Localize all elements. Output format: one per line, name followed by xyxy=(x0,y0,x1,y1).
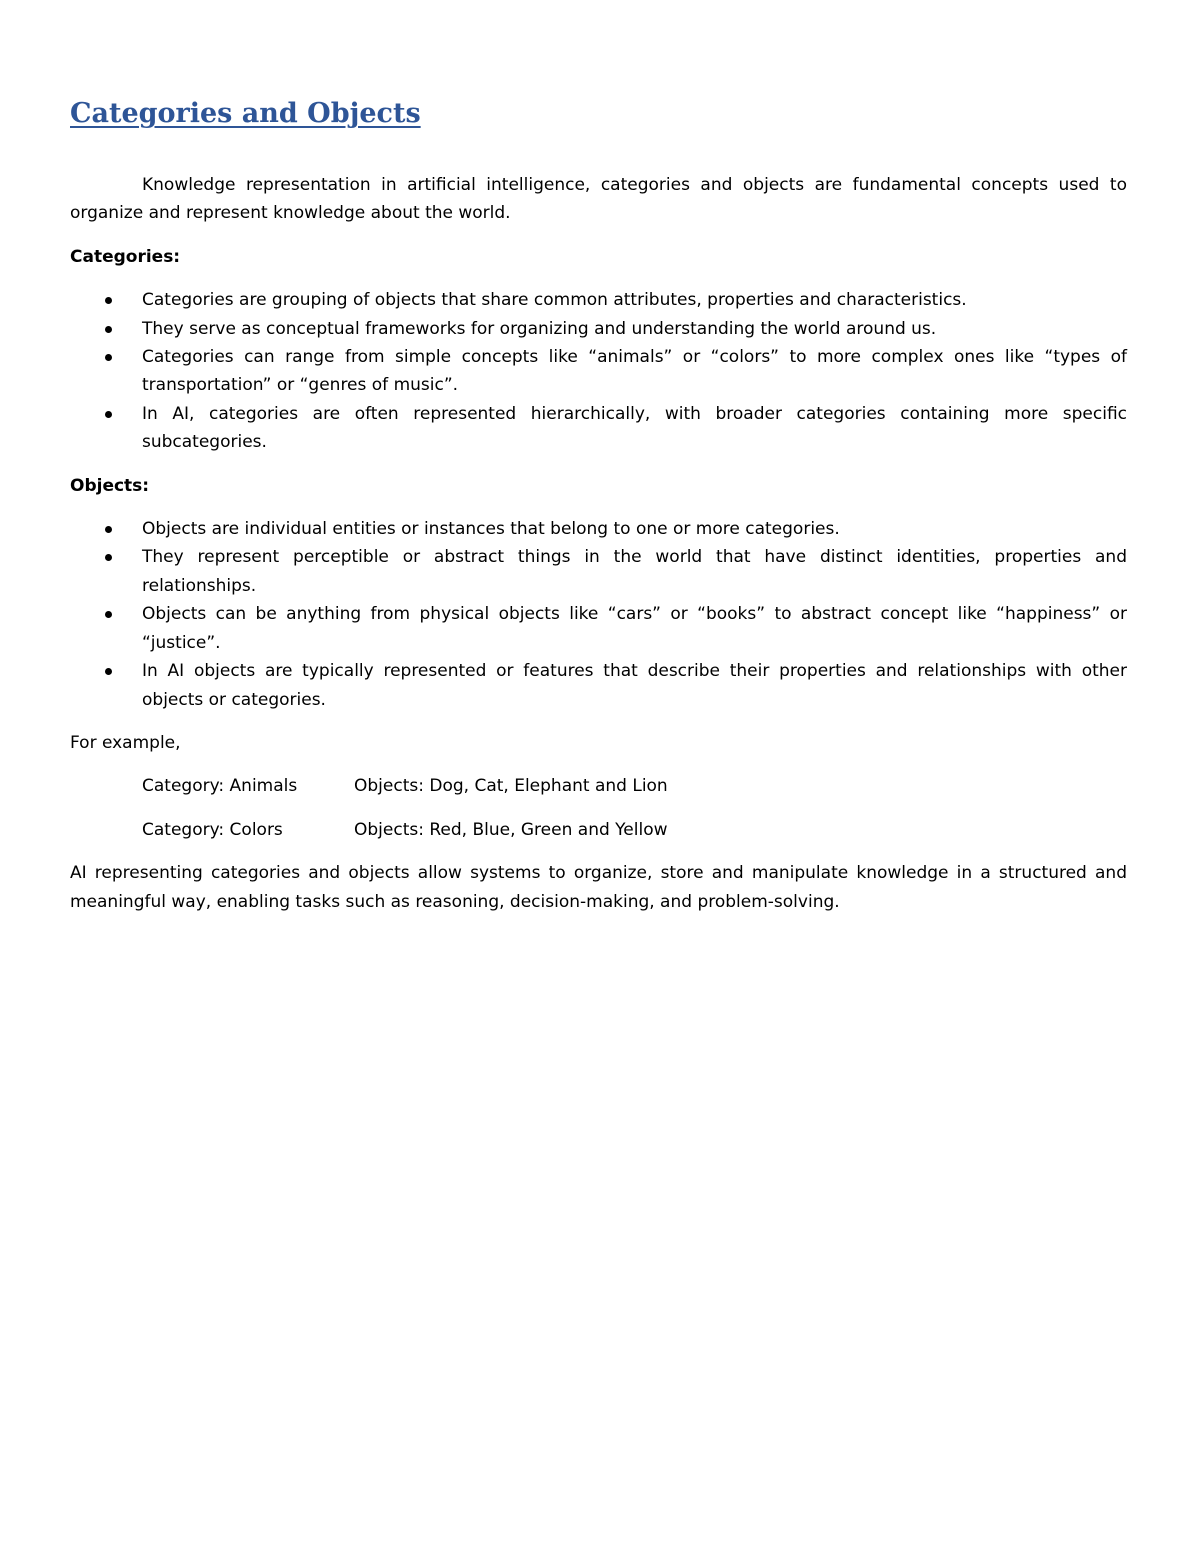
intro-paragraph: Knowledge representation in artificial intelligence, categories and objects are fundamental concepts used to organize and represent knowledge about the world. xyxy=(70,175,1127,224)
bullet-text: They serve as conceptual frameworks for organizing and understanding the world around us. xyxy=(142,318,937,339)
objects-bullet-item xyxy=(70,657,1127,714)
objects-bullet-item xyxy=(70,515,1127,543)
bullet-icon xyxy=(105,668,112,675)
bullet-icon xyxy=(105,297,112,304)
categories-bullet-item xyxy=(70,343,1127,400)
example-row-animals xyxy=(70,772,1127,800)
bullet-icon xyxy=(105,326,112,333)
document-title: Categories and Objects xyxy=(70,98,421,129)
categories-heading: Categories: xyxy=(70,246,181,267)
document-page xyxy=(70,92,1127,916)
bullet-text: Categories are grouping of objects that share common attributes, properties and characteristics. xyxy=(142,290,967,311)
bullet-icon xyxy=(105,611,112,618)
conclusion-paragraph: AI representing categories and objects allow systems to organize, store and manipulate knowledge in a structured and meaningful way, enabling tasks such as reasoning, decision-making, and problem-solving. xyxy=(70,863,1127,912)
objects-bullet-item xyxy=(70,543,1127,600)
objects-bullet-item xyxy=(70,600,1127,657)
categories-bullet-item xyxy=(70,400,1127,457)
bullet-text: Categories can range from simple concepts like “animals” or “colors” to more complex ones like “types of transportation” or “genres of music”. xyxy=(142,347,1127,396)
bullet-text: In AI, categories are often represented hierarchically, with broader categories containing more specific subcategories. xyxy=(142,403,1127,453)
example-row-colors xyxy=(70,816,1127,844)
bullet-text: In AI objects are typically represented or features that describe their properties and relationships with other objects or categories. xyxy=(142,661,1127,710)
bullet-text: They represent perceptible or abstract things in the world that have distinct identities, properties and relationships. xyxy=(142,547,1127,596)
categories-bullet-item xyxy=(70,315,1127,343)
bullet-text: Objects are individual entities or instances that belong to one or more categories. xyxy=(142,519,840,540)
example-objects: Objects: Dog, Cat, Elephant and Lion xyxy=(354,776,668,797)
example-category: Category: Colors xyxy=(142,819,283,840)
bullet-text: Objects can be anything from physical objects like “cars” or “books” to abstract concept like “happiness” or “justice”. xyxy=(142,604,1127,653)
example-category: Category: Animals xyxy=(142,776,298,797)
example-objects: Objects: Red, Blue, Green and Yellow xyxy=(354,819,668,840)
bullet-icon xyxy=(105,526,112,533)
bullet-icon xyxy=(105,554,112,561)
bullet-icon xyxy=(105,411,112,418)
objects-heading: Objects: xyxy=(70,475,150,496)
categories-bullet-list xyxy=(70,286,1127,456)
categories-bullet-item xyxy=(70,286,1127,314)
example-intro: For example, xyxy=(70,732,181,753)
bullet-icon xyxy=(105,354,112,361)
objects-bullet-list xyxy=(70,515,1127,714)
